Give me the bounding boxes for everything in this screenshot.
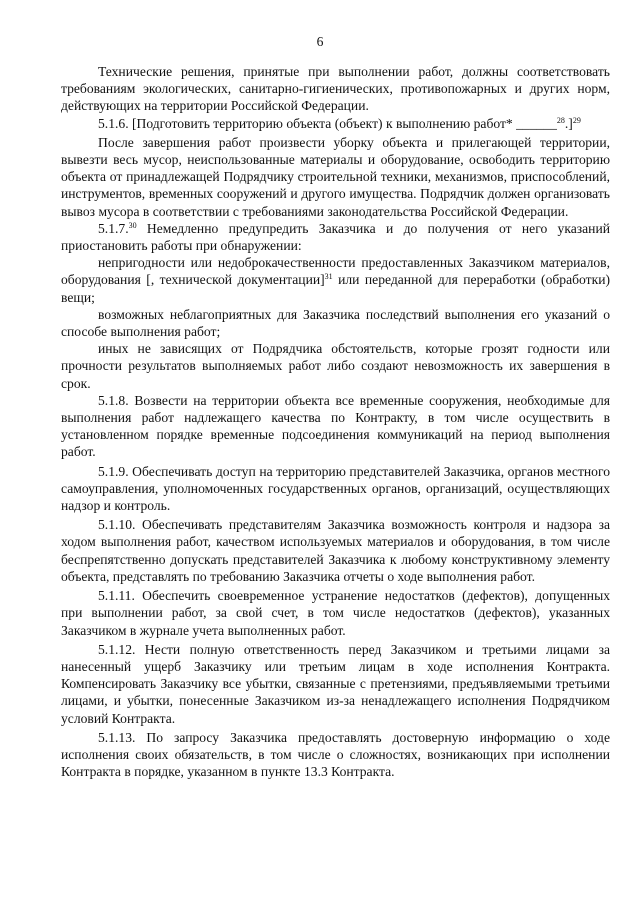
footnote-ref: 31 [324,272,333,282]
paragraph-technical-solutions: Технические решения, принятые при выполнении работ, должны соответствовать требованиям экологических, санитарно-гигиенических, противопожарных и других норм, действующих на территории Российской Федерации. [61,64,610,114]
clause-5-1-12: 5.1.12. Нести полную ответственность перед Заказчиком и третьими лицами за нанесенный ущерб Заказчику или третьим лицам в ходе исполнения Контракта. Компенсировать Заказчику все убытки, связанные с претензиями, предъявляемыми третьими лицами, и убытки, понесенные Заказчиком из-за ненадлежащего исполнения Подрядчиком условий Контракта. [61,641,610,726]
paragraph-cleanup: После завершения работ произвести уборку объекта и прилегающей территории, вывезти весь мусор, неиспользованные материалы и оборудование, освободить территорию объекта от принадлежащей Подрядчику строительной техники, механизмов, приспособлений, инструментов, временных сооружений и другого имущества. Подрядчик должен организовать вывоз мусора в соответствии с требованиями законодательства Российской Федерации. [61,134,610,219]
list-item-unsuitability [61,254,610,306]
clause-5-1-13: 5.1.13. По запросу Заказчика предоставлять достоверную информацию о ходе исполнения своих обязательств, в том числе о сложностях, возникающих при исполнении Контракта в порядке, указанном в пункте 13.3 Контракта. [61,729,610,780]
clause-5-1-11: 5.1.11. Обеспечить своевременное устранение недостатков (дефектов), допущенных при выполнении работ, за свой счет, в том числе недостатков (дефектов), указанных Заказчиком в журнале учета выполненных работ. [61,588,610,638]
document-body [61,63,610,780]
clause-text: непригодности или недоброкачественности предоставленных Заказчиком материалов, оборудования [, технической документации] [61,255,610,288]
clause-5-1-8: 5.1.8. Возвести на территории объекта все временные сооружения, необходимые для выполнения работ надлежащего качества по Контракту, в том числе осуществить в установленном порядке временные подсоединения коммуникаций на период выполнения работ. [61,392,610,460]
list-item-consequences: возможных неблагоприятных для Заказчика последствий выполнения его указаний о способе выполнения работ; [61,306,610,340]
clause-5-1-6 [61,115,610,132]
footnote-ref: 28 [556,115,565,125]
footnote-ref: 29 [572,115,581,125]
list-item-circumstances: иных не зависящих от Подрядчика обстоятельств, которые грозят годности или прочности результатов выполняемых работ либо создают невозможность их завершения в срок. [61,341,610,391]
clause-text: .] [564,115,573,131]
clause-text: или переданной для переработки (обработки) вещи; [61,272,610,305]
clause-5-1-10: 5.1.10. Обеспечивать представителям Заказчика возможность контроля и надзора за ходом выполнения работ, качеством используемых материалов и оборудования, в том числе беспрепятственно допускать представителей Заказчика к любому конструктивному элементу объекта, представлять по требованию Заказчика отчеты о ходе выполнения работ. [61,517,610,584]
clause-text: 5.1.6. [Подготовить территорию объекта (объект) к выполнению работ* ______ [98,115,557,131]
clause-text: 5.1.7. [98,220,129,236]
clause-5-1-7 [61,220,610,254]
clause-5-1-9: 5.1.9. Обеспечивать доступ на территорию представителей Заказчика, органов местного самоуправления, уполномоченных государственных органов, организаций, осуществляющих надзор и контроль. [61,463,610,514]
footnote-ref: 30 [128,220,137,230]
clause-text: Немедленно предупредить Заказчика и до получения от него указаний приостановить работы при обнаружении: [61,220,610,254]
page-number: 6 [316,34,324,49]
